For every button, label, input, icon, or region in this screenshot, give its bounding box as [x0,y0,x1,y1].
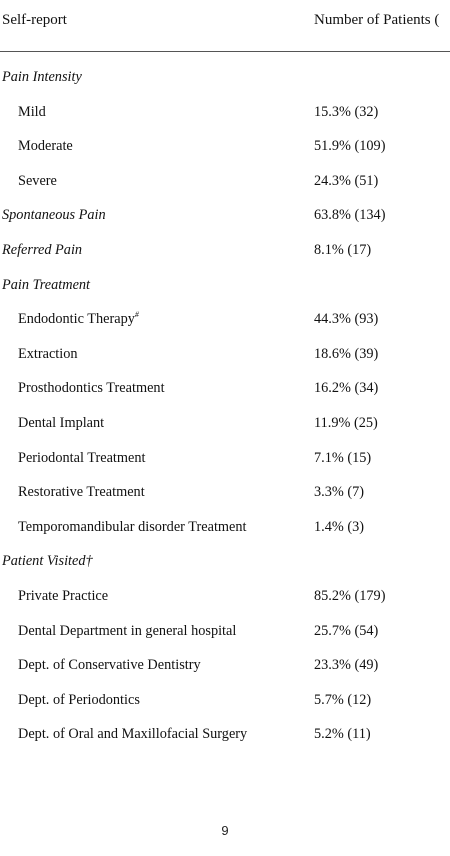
row-value: 7.1% (15) [314,449,372,466]
row-value: 5.2% (11) [314,726,371,743]
table-row [0,130,450,165]
table-row [0,718,450,753]
row-value: 85.2% (179) [314,587,386,604]
table-row [0,580,450,615]
row-label-text: Prosthodontics Treatment [18,380,165,397]
row-value: 5.7% (12) [314,691,372,708]
row-label-text: Endodontic Therapy [18,311,135,328]
row-label [18,623,236,640]
table-category-row [0,199,450,234]
row-label-text: Mild [18,103,46,120]
table-category-row [0,269,450,304]
category-label [2,69,82,86]
category-label [2,553,93,570]
row-label [18,138,73,155]
row-label [18,726,247,743]
row-label-text: Temporomandibular disorder Treatment [18,518,247,535]
row-label-text: Dept. of Conservative Dentistry [18,657,201,674]
table-row [0,511,450,546]
row-label-text: Pain Intensity [2,69,82,85]
table-row [0,372,450,407]
row-value: 3.3% (7) [314,484,365,501]
row-label [18,311,139,328]
table-body [0,61,450,753]
column-header-self-report: Self-report [2,12,67,28]
row-label-text: Dental Implant [18,414,105,431]
row-value: 51.9% (109) [314,138,386,155]
row-label [18,173,57,190]
table-row [0,684,450,719]
row-label [18,588,108,605]
row-label [18,657,201,674]
row-value: 16.2% (34) [314,380,379,397]
category-label [2,242,82,259]
category-label [2,207,106,224]
table-row [0,615,450,650]
row-value: 15.3% (32) [314,103,379,120]
row-label [18,415,104,432]
row-label-text: Patient Visited† [2,553,93,570]
row-label-text: Dept. of Periodontics [18,691,140,708]
row-label [18,484,145,501]
row-label [18,450,145,467]
row-label-text: Dept. of Oral and Maxillofacial Surgery [18,726,248,743]
row-value: 18.6% (39) [314,345,379,362]
row-label-text: Periodontal Treatment [18,449,146,466]
row-label [18,104,46,121]
table-row [0,303,450,338]
column-header-number-of-patients: Number of Patients ( [314,12,440,28]
row-value: 1.4% (3) [314,518,365,535]
row-value: 63.8% (134) [314,207,386,224]
row-value: 23.3% (49) [314,657,379,674]
table-row [0,165,450,200]
row-label-text: Extraction [18,345,78,362]
row-value: 8.1% (17) [314,241,372,258]
page-number: 9 [221,823,229,838]
row-label-text: Moderate [18,138,73,155]
table-row [0,407,450,442]
table-row [0,442,450,477]
row-label-text: Severe [18,172,57,189]
table-row [0,476,450,511]
table-header [0,0,450,52]
row-label-text: Referred Pain [2,241,83,258]
row-value: 11.9% (25) [314,414,378,431]
row-label-text: Spontaneous Pain [2,207,106,224]
row-label-text: Restorative Treatment [18,484,145,501]
row-label [18,692,140,709]
row-label-text: Pain Treatment [2,276,91,293]
table-row [0,338,450,373]
row-value: 24.3% (51) [314,172,379,189]
row-label [18,519,247,536]
row-label-text: Private Practice [18,587,109,604]
row-label-text: Dental Department in general hospital [18,622,237,639]
table-category-row [0,234,450,269]
row-value: 44.3% (93) [314,311,379,328]
row-label [18,380,165,397]
category-label [2,277,90,294]
table-row [0,96,450,131]
footnote-marker: # [134,310,139,320]
row-label [18,346,78,363]
table-category-row [0,545,450,580]
row-value: 25.7% (54) [314,622,379,639]
table-category-row [0,61,450,96]
table-row [0,649,450,684]
